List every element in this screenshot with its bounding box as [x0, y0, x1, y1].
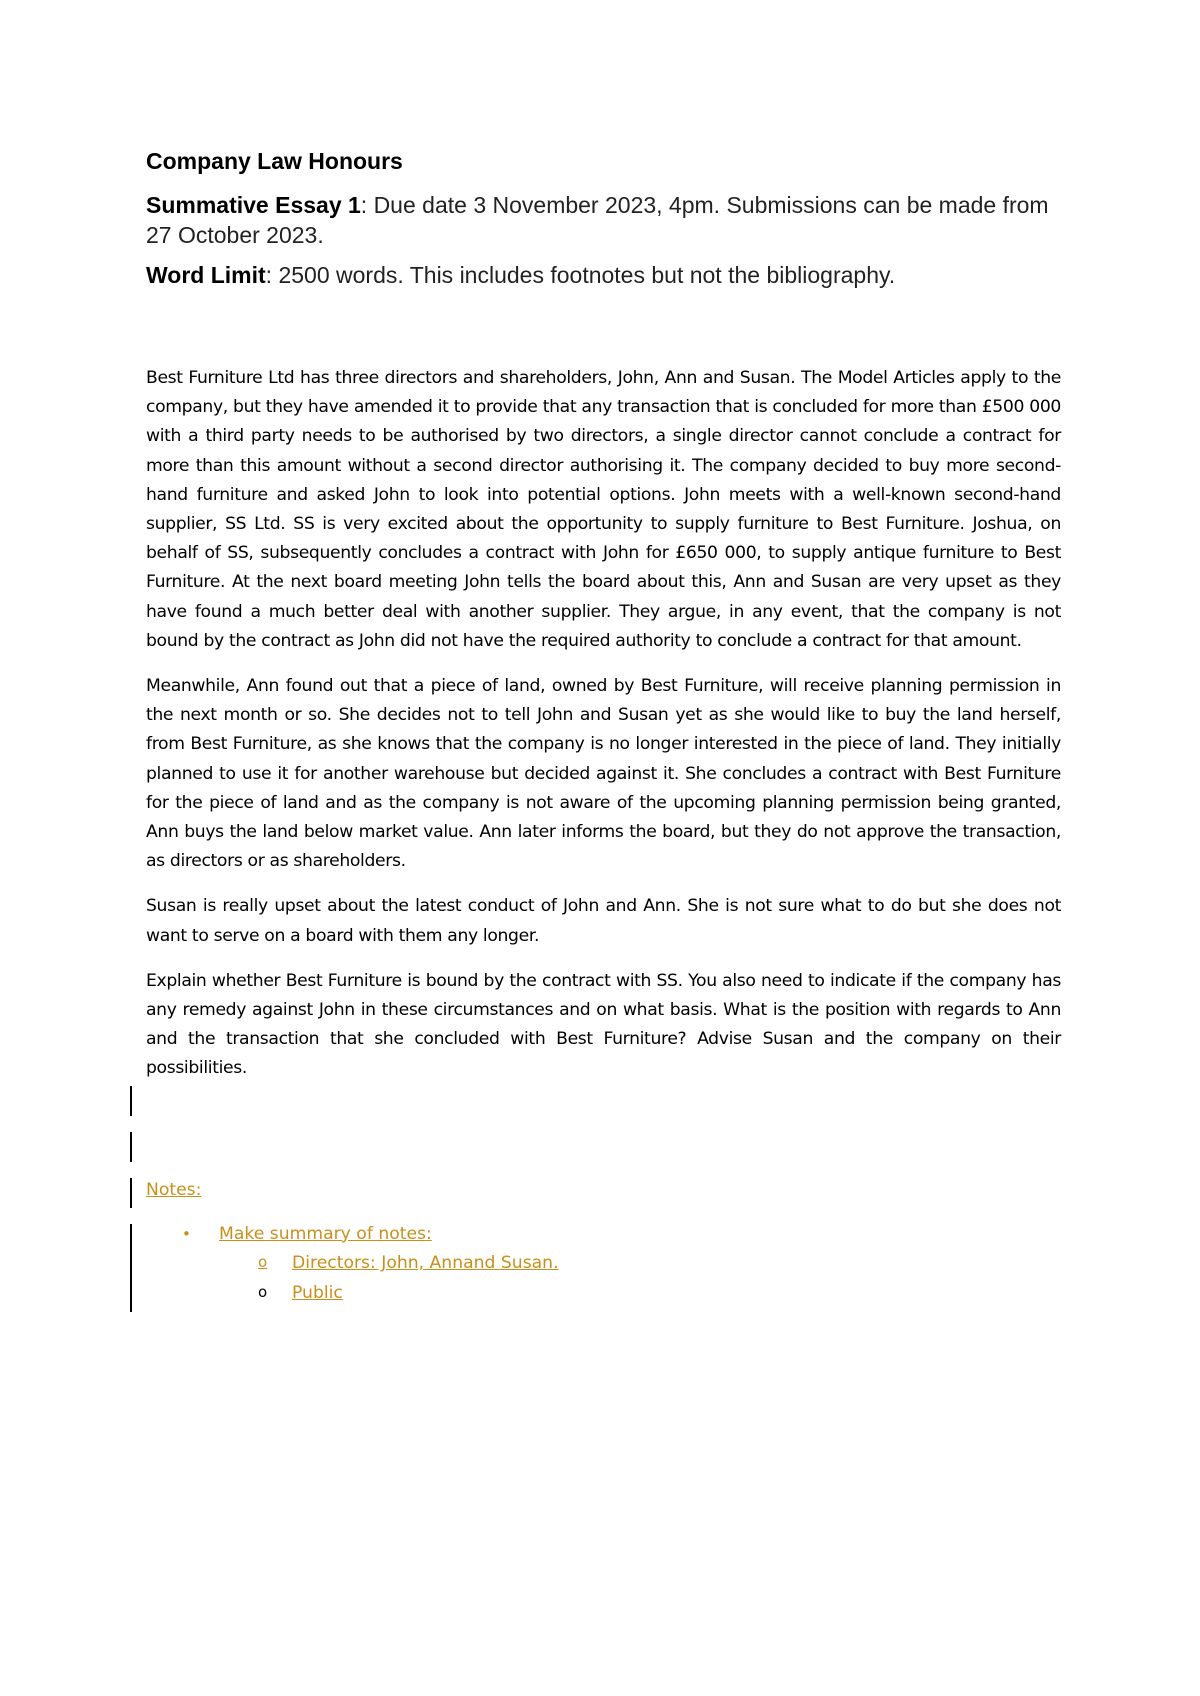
essay-question-body — [146, 364, 1061, 1100]
change-bar — [130, 1086, 132, 1116]
list-item — [146, 1249, 846, 1279]
paragraph-land: Meanwhile, Ann found out that a piece of land, owned by Best Furniture, will receive planning permission in the next month or so. She decides not to tell John and Susan yet as she would like to buy the land herself, from Best Furniture, as she knows that the company is no longer interested in the piece of land. They initially planned to use it for another warehouse but decided against it. She concludes a contract with Best Furniture for the piece of land and as the company is not aware of the upcoming planning permission being granted, Ann buys the land below market value. Ann later informs the board, but they do not approve the transaction, as directors or as shareholders. — [146, 676, 1061, 872]
paragraph-instructions: Explain whether Best Furniture is bound by the contract with SS. You also need to indicate if the company has any remedy against John in these circumstances and on what basis. What is the position with regards to Ann and the transaction that she concluded with Best Furniture? Advise Susan and the company on their possibilities. — [146, 970, 1061, 1079]
document-header — [146, 146, 1066, 300]
document-title: Company Law Honours — [146, 148, 403, 174]
bullet-marker: • — [182, 1224, 191, 1243]
change-bar — [130, 1178, 132, 1208]
paragraph-susan: Susan is really upset about the latest conduct of John and Ann. She is not sure what to do but she does not want to serve on a board with them any longer. — [146, 896, 1061, 946]
change-bar — [130, 1132, 132, 1162]
notes-label: Notes: — [146, 1180, 202, 1200]
sub-bullet-marker: o — [258, 1253, 268, 1271]
change-bar — [130, 1224, 132, 1312]
sub-item-directors: Directors: John, Annand Susan. — [292, 1253, 559, 1273]
sub-bullet-marker: o — [258, 1282, 268, 1301]
essay-due-text: : Due date 3 November 2023, 4pm. Submissions can be made from 27 October 2023. — [146, 192, 1049, 248]
due-date-line — [146, 190, 1066, 250]
word-limit-text: : 2500 words. This includes footnotes but not the bibliography. — [265, 262, 896, 288]
essay-label: Summative Essay 1 — [146, 192, 361, 218]
bullet-text: Make summary of notes: — [219, 1223, 432, 1244]
word-limit-line — [146, 260, 1066, 290]
list-item — [146, 1279, 846, 1309]
paragraph-contract: Best Furniture Ltd has three directors and shareholders, John, Ann and Susan. The Model Articles apply to the company, but they have amended it to provide that any transaction that is concluded for more than £500 000 with a third party needs to be authorised by two directors, a single director cannot conclude a contract for more than this amount without a second director authorising it. The company decided to buy more second-hand furniture and asked John to look into potential options. John meets with a well-known second-hand supplier, SS Ltd. SS is very excited about the opportunity to supply furniture to Best Furniture. Joshua, on behalf of SS, subsequently concludes a contract with John for £650 000, to supply antique furniture to Best Furniture. At the next board meeting John tells the board about this, Ann and Susan are very upset as they have found a much better deal with another supplier. They argue, in any event, that the company is not bound by the contract as John did not have the required authority to conclude a contract for that amount. — [146, 368, 1061, 651]
list-item — [146, 1220, 846, 1250]
notes-section — [146, 1176, 846, 1308]
word-limit-label: Word Limit — [146, 262, 266, 288]
sub-item-public: Public — [292, 1282, 343, 1303]
